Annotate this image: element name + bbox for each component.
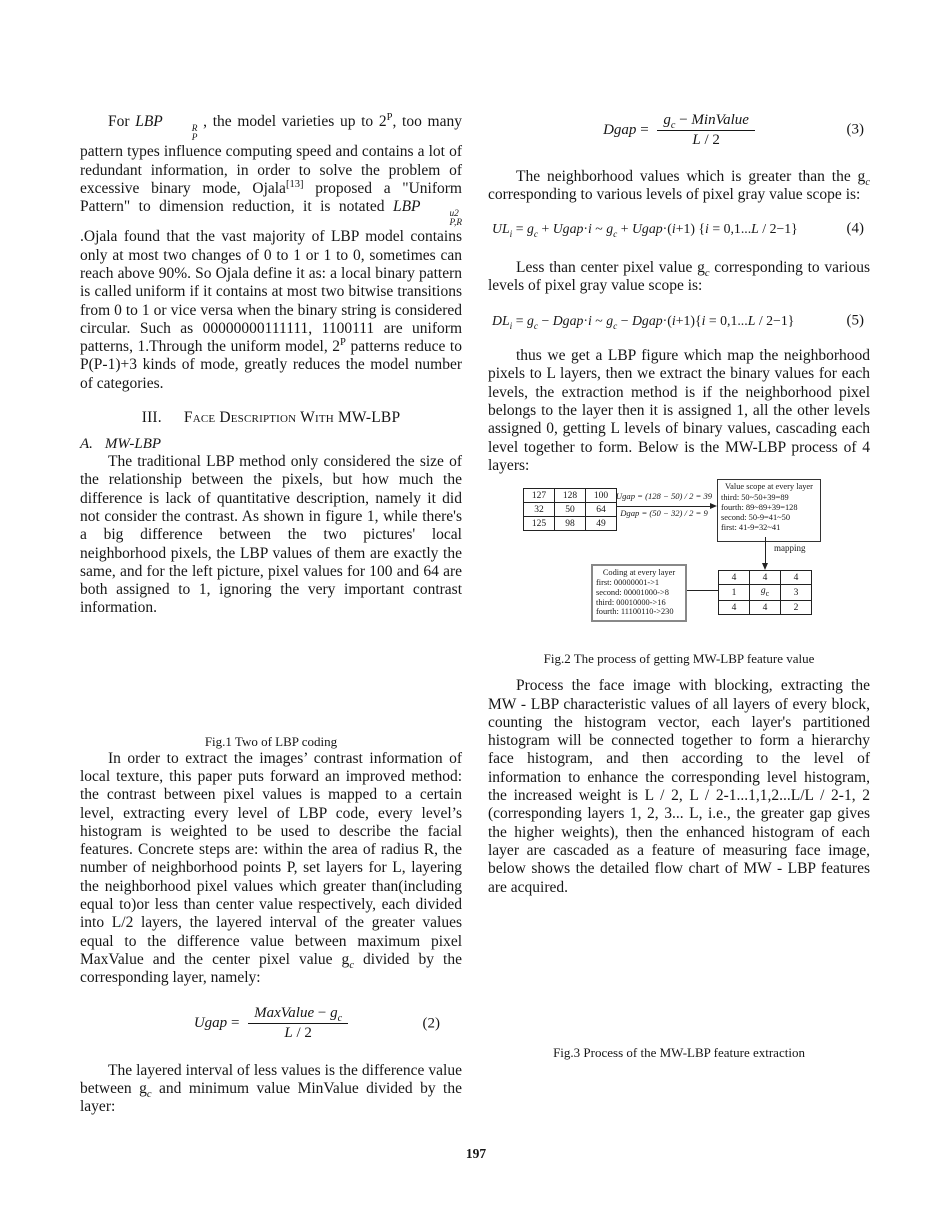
- figure2-caption: Fig.2 The process of getting MW-LBP feature value: [543, 651, 815, 667]
- equation-4-number: (4): [846, 220, 864, 237]
- section-title: Face Description With MW-LBP: [183, 409, 401, 427]
- figure1-caption: Fig.1 Two of LBP coding: [204, 733, 338, 749]
- equation-2: [80, 1002, 462, 1046]
- equation-3-lhs: Dgap =: [603, 121, 653, 138]
- equation-3: [488, 108, 870, 152]
- mapping-label: mapping: [774, 543, 806, 554]
- equation-2-number: (2): [422, 1015, 440, 1032]
- dgap-formula-label: Dgap = (50 − 32) / 2 = 9: [620, 508, 708, 519]
- equation-5-body: $DL_i = g_c$ − Dgap·i ~ $g_c$ − Dgap·(i+1){i = 0,1...L / 2−1}: [492, 313, 795, 332]
- section-heading-3: [80, 409, 462, 427]
- down-arrowhead-icon: [762, 563, 768, 570]
- mapping-arrow-line: [765, 537, 766, 563]
- figure-2-diagram: [488, 479, 870, 645]
- equation-2-numerator: MaxValue − $g_c$: [248, 1005, 348, 1024]
- paragraph-improved-method: In order to extract the images’ contrast information of local texture, this paper puts forward an improved method: the contrast between pixel values is mapped to a certain level, extracting every level of LBP code, every level’s histogram is weighted to be used to describe the facial features. Concrete steps are: within the area of radius R, the number of neighborhood points P, set layers for L, layering the neighborhood pixel values which greater than(including equal to)or less than center value respectively, each divided into L/2 layers, the layered interval of the greater values equal to the difference value between maximum pixel MaxValue and the center pixel value $g_c$ divided by the corresponding layer, namely:: [80, 749, 462, 987]
- left-column: [80, 113, 462, 1116]
- right-arrowhead-icon: [710, 503, 717, 509]
- pixel-grid: 127 128 100 32 50 64 125 98 49: [523, 488, 617, 531]
- coding-box-lines: first: 00000001->1 second: 00001000->8 third: 00010000->16 fourth: 11100110->230: [596, 578, 674, 617]
- equation-3-denominator: L / 2: [692, 131, 720, 148]
- coding-box-title: Coding at every layer: [602, 568, 676, 578]
- value-scope-title: Value scope at every layer: [725, 482, 813, 492]
- page-number: 197: [465, 1146, 487, 1161]
- paragraph-layered-interval: The layered interval of less values is the difference value between $g_c$ and minimum value MinValue divided by the layer:: [80, 1061, 462, 1116]
- paragraph-traditional-lbp: The traditional LBP method only considered the size of the relationship between the pixels, but how much the difference is lack of quantitative description, namely it did not consider the contrast. As shown in figure 1, while there's a big difference between the two pictures' local neighborhood pixels, the LBP values of them are exactly the same, and for the left picture, pixel values for 100 and 64 are both assigned to 1, ignoring the very important contrast information.: [80, 453, 462, 617]
- right-column: [488, 108, 870, 1061]
- arrow-line-to-coding-box: [687, 590, 718, 591]
- equation-4: [488, 219, 870, 239]
- figure3-caption: Fig.3 Process of the MW-LBP feature extraction: [553, 1044, 805, 1060]
- equation-4-body: $UL_i = g_c$ + Ugap·i ~ $g_c$ + Ugap·(i+1) {i = 0,1...L / 2−1}: [492, 220, 798, 240]
- equation-5-number: (5): [846, 312, 864, 329]
- paragraph-uniform-pattern: For LBP R P , the model varieties up to $2^P$, too many pattern types influence computing speed and contains a lot of redundant information, in order to solve the problem of excessive binary mode, Ojala[13] proposed a "Uniform Pattern" to dimension reduction, it is notated LBP u2 P,R .Ojala found that the vast majority of LBP model contains only at most two changes of 0 to 1 or 1 to 0, sometimes can reach above 90%. So Ojala define it as: a local binary pattern is called uniform if it contains at most two bitwise transitions from 0 to 1 or vice versa when the binary string is considered circular. Such as 00000000111111, 1100111 are uniform patterns, 1.Through the uniform model, $2^P$ patterns reduce to P(P-1)+3 kinds of mode, greatly reduces the model number of categories.: [80, 111, 462, 392]
- value-scope-lines: third: 50~50+39=89 fourth: 89~89+39=128 second: 50-9=41~50 first: 41-9=32~41: [721, 492, 798, 533]
- ugap-formula-label: Ugap = (128 − 50) / 2 = 39: [615, 491, 713, 502]
- mapped-layer-grid: 4 4 4 1 $g_c$ 3 4 4 2: [718, 570, 812, 615]
- subsection-heading-a: [80, 436, 462, 453]
- equation-2-denominator: L / 2: [284, 1025, 312, 1042]
- subsection-number: A.: [80, 436, 93, 453]
- equation-5: [488, 311, 870, 331]
- paragraph-greater-values: The neighborhood values which is greater than the $g_c$ corresponding to various levels of pixel gray value scope is:: [488, 168, 870, 204]
- equation-3-numerator: $g_c$ − MinValue: [657, 112, 755, 131]
- equation-2-lhs: Ugap =: [193, 1015, 244, 1031]
- value-scope-box: [717, 479, 821, 542]
- paragraph-face-histogram: Process the face image with blocking, extracting the MW - LBP characteristic values of all layers of every block, counting the histogram vector, each layer's partitioned histogram will be connected together to form a hierarchy face histogram, and then according to the level of information to enhance the corresponding level histogram, the increased weight is L / 2, L / 2-1...1,1,2...L/L / 2-1, 2 (corresponding layers 1, 2, 3... L, i.e., the greater gap gives the higher weights), then the enhanced histogram of each layer are cascaded as a feature of measuring face image, below shows the detailed flow chart of MW - LBP features are acquired.: [488, 677, 870, 896]
- paragraph-less-values: Less than center pixel value $g_c$ corresponding to various levels of pixel gray value scope is:: [488, 258, 871, 294]
- arrow-line-to-scope-box: [616, 506, 710, 507]
- equation-3-number: (3): [846, 121, 864, 138]
- coding-box: [591, 564, 687, 622]
- subsection-title: MW-LBP: [104, 436, 162, 453]
- paragraph-lbp-figure: thus we get a LBP figure which map the neighborhood pixels to L layers, then we extract the binary values for each levels, the extraction method is if the neighborhood pixel belongs to the layer then it is assigned 1, all the other levels assigned 0, getting L levels of binary values, cascading each level together to form. Below is the MW-LBP process of 4 layers:: [488, 347, 870, 474]
- section-number: III.: [141, 409, 162, 427]
